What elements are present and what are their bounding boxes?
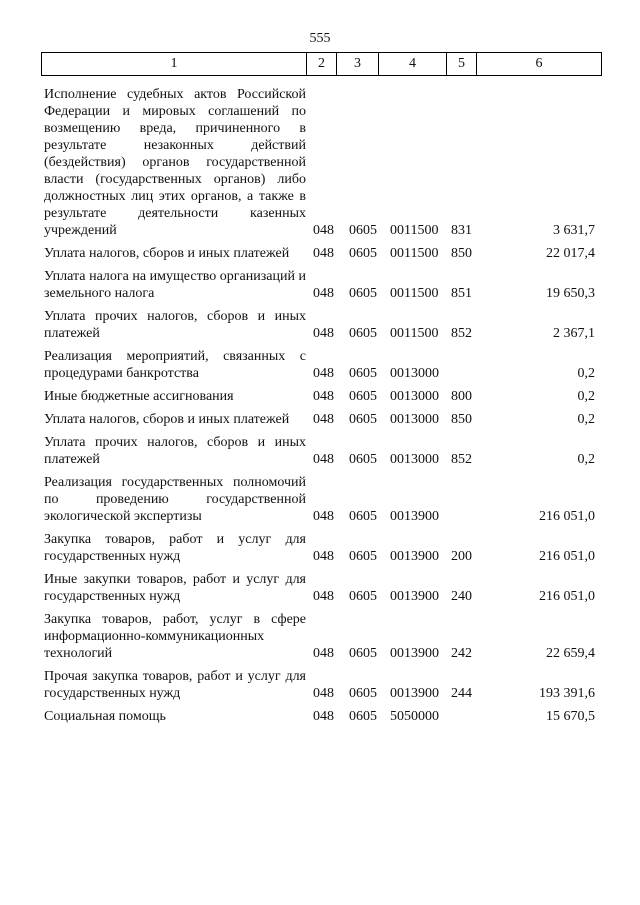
row-target-code: 0013900 xyxy=(390,686,439,701)
row-expense-type: 851 xyxy=(451,286,472,301)
row-amount: 2 367,1 xyxy=(553,326,595,341)
row-section-code: 0605 xyxy=(349,366,377,381)
row-target-code: 0013900 xyxy=(390,509,439,524)
table-row xyxy=(0,86,640,239)
row-ministry-code: 048 xyxy=(313,389,334,404)
row-section-code: 0605 xyxy=(349,549,377,564)
row-amount: 216 051,0 xyxy=(539,549,595,564)
column-header-6: 6 xyxy=(477,53,602,76)
table-row xyxy=(0,571,640,605)
row-ministry-code: 048 xyxy=(313,286,334,301)
row-name: Реализация государственных полномочий по проведению государственной экологической экспертизы xyxy=(44,475,306,524)
table-row xyxy=(0,411,640,428)
row-section-code: 0605 xyxy=(349,412,377,427)
row-ministry-code: 048 xyxy=(313,452,334,467)
row-expense-type: 200 xyxy=(451,549,472,564)
row-section-code: 0605 xyxy=(349,246,377,261)
row-target-code: 0013000 xyxy=(390,366,439,381)
row-expense-type: 852 xyxy=(451,326,472,341)
row-ministry-code: 048 xyxy=(313,509,334,524)
row-section-code: 0605 xyxy=(349,286,377,301)
row-target-code: 0013000 xyxy=(390,389,439,404)
row-ministry-code: 048 xyxy=(313,412,334,427)
table-row xyxy=(0,708,640,725)
row-ministry-code: 048 xyxy=(313,223,334,238)
row-name: Исполнение судебных актов Российской Федерации и мировых соглашений по возмещению вреда, причиненного в результате незаконных действий (бездействия) органов государственной власти (государственных органов) либо должностных лиц этих органов, а также в результате деятельности казенных учреждений xyxy=(44,87,306,238)
row-amount: 19 650,3 xyxy=(546,286,595,301)
row-amount: 0,2 xyxy=(577,389,595,404)
row-ministry-code: 048 xyxy=(313,549,334,564)
row-section-code: 0605 xyxy=(349,589,377,604)
row-section-code: 0605 xyxy=(349,389,377,404)
row-amount: 0,2 xyxy=(577,412,595,427)
row-name: Прочая закупка товаров, работ и услуг для государственных нужд xyxy=(44,669,306,701)
row-ministry-code: 048 xyxy=(313,709,334,724)
row-expense-type: 831 xyxy=(451,223,472,238)
row-expense-type: 240 xyxy=(451,589,472,604)
row-section-code: 0605 xyxy=(349,709,377,724)
row-target-code: 0013900 xyxy=(390,646,439,661)
row-target-code: 0011500 xyxy=(390,223,439,238)
row-expense-type: 852 xyxy=(451,452,472,467)
column-header-table xyxy=(41,52,602,76)
row-ministry-code: 048 xyxy=(313,326,334,341)
column-header-4: 4 xyxy=(379,53,447,76)
row-target-code: 0011500 xyxy=(390,326,439,341)
row-section-code: 0605 xyxy=(349,223,377,238)
row-amount: 216 051,0 xyxy=(539,509,595,524)
row-name: Иные закупки товаров, работ и услуг для государственных нужд xyxy=(44,572,306,604)
column-header-2: 2 xyxy=(307,53,337,76)
row-section-code: 0605 xyxy=(349,646,377,661)
table-row xyxy=(0,245,640,262)
row-name: Уплата налога на имущество организаций и земельного налога xyxy=(44,269,306,301)
row-name: Закупка товаров, работ и услуг для государственных нужд xyxy=(44,532,306,564)
row-ministry-code: 048 xyxy=(313,589,334,604)
row-expense-type: 800 xyxy=(451,389,472,404)
column-header-5: 5 xyxy=(447,53,477,76)
row-ministry-code: 048 xyxy=(313,646,334,661)
row-amount: 15 670,5 xyxy=(546,709,595,724)
row-section-code: 0605 xyxy=(349,509,377,524)
row-target-code: 0013900 xyxy=(390,589,439,604)
row-section-code: 0605 xyxy=(349,686,377,701)
row-target-code: 5050000 xyxy=(390,709,439,724)
table-row xyxy=(0,531,640,565)
budget-rows xyxy=(0,86,640,731)
row-name: Иные бюджетные ассигнования xyxy=(44,389,234,404)
row-target-code: 0011500 xyxy=(390,246,439,261)
row-ministry-code: 048 xyxy=(313,246,334,261)
row-amount: 216 051,0 xyxy=(539,589,595,604)
table-row xyxy=(0,668,640,702)
row-ministry-code: 048 xyxy=(313,686,334,701)
table-row xyxy=(0,308,640,342)
table-row xyxy=(0,474,640,525)
row-section-code: 0605 xyxy=(349,452,377,467)
row-expense-type: 242 xyxy=(451,646,472,661)
column-header-3: 3 xyxy=(337,53,379,76)
row-name: Социальная помощь xyxy=(44,709,166,724)
row-name: Уплата налогов, сборов и иных платежей xyxy=(44,412,290,427)
table-row xyxy=(0,268,640,302)
row-target-code: 0013000 xyxy=(390,412,439,427)
row-amount: 22 659,4 xyxy=(546,646,595,661)
row-name: Уплата прочих налогов, сборов и иных платежей xyxy=(44,309,306,341)
row-section-code: 0605 xyxy=(349,326,377,341)
table-row xyxy=(0,348,640,382)
row-expense-type: 850 xyxy=(451,246,472,261)
row-amount: 0,2 xyxy=(577,366,595,381)
row-target-code: 0013900 xyxy=(390,549,439,564)
row-ministry-code: 048 xyxy=(313,366,334,381)
row-target-code: 0011500 xyxy=(390,286,439,301)
page-number: 555 xyxy=(309,31,331,46)
row-name: Реализация мероприятий, связанных с процедурами банкротства xyxy=(44,349,306,381)
row-amount: 0,2 xyxy=(577,452,595,467)
table-row xyxy=(0,611,640,662)
row-name: Уплата прочих налогов, сборов и иных платежей xyxy=(44,435,306,467)
table-row xyxy=(0,388,640,405)
table-row xyxy=(0,434,640,468)
row-target-code: 0013000 xyxy=(390,452,439,467)
row-amount: 193 391,6 xyxy=(539,686,595,701)
row-expense-type: 850 xyxy=(451,412,472,427)
row-name: Уплата налогов, сборов и иных платежей xyxy=(44,246,290,261)
row-amount: 3 631,7 xyxy=(553,223,595,238)
row-name: Закупка товаров, работ, услуг в сфере информационно-коммуникационных технологий xyxy=(44,612,306,661)
column-header-1: 1 xyxy=(42,53,307,76)
row-amount: 22 017,4 xyxy=(546,246,595,261)
row-expense-type: 244 xyxy=(451,686,472,701)
